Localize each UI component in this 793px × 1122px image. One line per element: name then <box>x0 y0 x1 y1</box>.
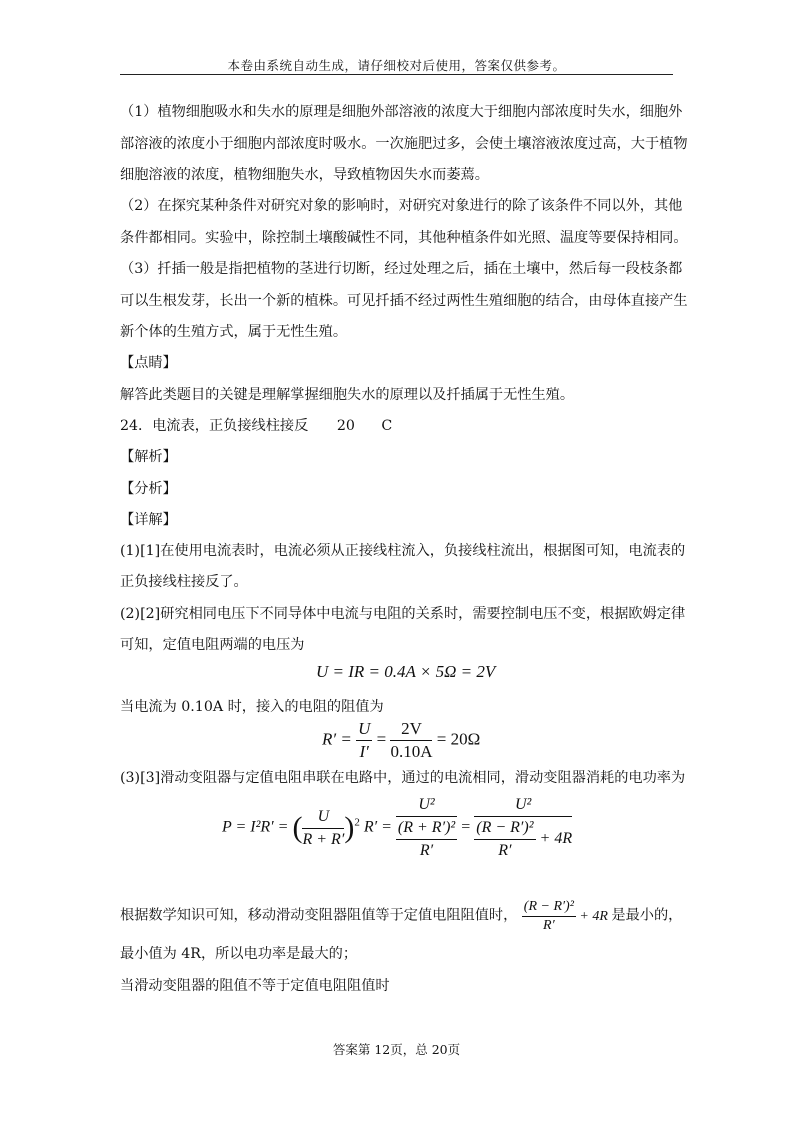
equation-voltage: U = IR = 0.4A × 5Ω = 2V <box>316 662 496 681</box>
inline-text-before: 根据数学知识可知，移动滑动变阻器阻值等于定值电阻阻值时， <box>120 907 518 924</box>
text-line: 当电流为 0.10A 时，接入的电阻的阻值为 <box>120 699 384 715</box>
eq3-f2-num: U² <box>396 794 457 817</box>
eq3-after: R′ = <box>363 818 392 836</box>
eq2-rhs: = 20Ω <box>436 729 481 749</box>
inline-fraction <box>522 898 576 935</box>
text-line: 正负接线柱接反了。 <box>120 574 248 590</box>
eq3-f2-den <box>396 817 457 862</box>
eq3-f2-den-num: (R + R′)² <box>396 817 457 840</box>
text-line: 当滑动变阻器的阻值不等于定值电阻阻值时 <box>120 978 390 994</box>
eq3-f3-plus: + 4R <box>539 830 573 848</box>
eq3-left-paren: ( <box>292 811 303 844</box>
page-header: 本卷由系统自动生成，请仔细校对后使用，答案仅供参考。 <box>227 58 566 73</box>
text-line: （1）植物细胞吸水和失水的原理是细胞外部溶液的浓度大于细胞内部浓度时失水，细胞外 <box>120 104 683 120</box>
text-line: 最小值为 4R，所以电功率是最大的； <box>120 946 358 962</box>
eq3-f3-inner-fraction <box>474 817 535 862</box>
inline-expression <box>522 899 612 933</box>
inline-frac-den: R′ <box>543 918 555 933</box>
section-heading: 【解析】 <box>120 449 177 465</box>
equation-resistance <box>322 718 480 763</box>
eq2-fraction-1 <box>356 718 372 763</box>
text-line: 可以生根发芽，长出一个新的植株。可见扦插不经过两性生殖细胞的结合，由母体直接产生 <box>120 293 688 309</box>
eq3-right-paren: ) <box>344 811 355 844</box>
inline-plus: + 4R <box>579 908 608 924</box>
eq3-f2-inner-fraction <box>396 817 457 862</box>
eq3-lhs: P = I²R′ = <box>222 818 289 836</box>
text-line: （3）扦插一般是指把植物的茎进行切断，经过处理之后，插在土壤中，然后每一段枝条都 <box>120 261 683 277</box>
eq2-f2-num: 2V <box>390 718 432 741</box>
eq3-equals: = <box>461 818 471 836</box>
text-line: 条件都相同。实验中，除控制土壤酸碱性不同，其他种植条件如光照、温度等要保持相同。 <box>120 230 688 246</box>
eq2-f1-num: U <box>356 718 372 741</box>
eq2-equals: = <box>376 729 387 749</box>
text-line: 解答此类题目的关键是理解掌握细胞失水的原理以及扦插属于无性生殖。 <box>120 387 575 403</box>
eq3-f3-den-num: (R − R′)² <box>474 817 535 840</box>
eq3-f3-num: U² <box>474 794 572 817</box>
equation-power <box>222 794 572 862</box>
eq2-fraction-2 <box>390 718 432 763</box>
header-rule <box>120 74 673 75</box>
eq3-fraction-2 <box>396 794 457 862</box>
eq3-f3-den-den: R′ <box>498 842 512 859</box>
eq3-square: 2 <box>354 816 360 829</box>
eq3-f3-den <box>474 817 572 862</box>
eq2-lhs: R′ = <box>322 729 352 749</box>
text-line: 细胞溶液的浓度，植物细胞失水，导致植物因失水而萎蔫。 <box>120 167 489 183</box>
text-line: 可知，定值电阻两端的电压为 <box>120 637 305 653</box>
text-line-inline-math <box>120 898 683 935</box>
text-line: 新个体的生殖方式，属于无性生殖。 <box>120 324 348 340</box>
eq3-f2-den-den: R′ <box>419 842 434 859</box>
text-line: (2)[2]研究相同电压下不同导体中电流与电阻的关系时，需要控制电压不变，根据欧姆定律 <box>120 606 686 622</box>
text-line: (3)[3]滑动变阻器与定值电阻串联在电路中，通过的电流相同，滑动变阻器消耗的电功率为 <box>120 770 686 786</box>
eq2-f2-den: 0.10A <box>390 742 433 761</box>
answer-part-3: C <box>381 418 393 434</box>
text-line: （2）在探究某种条件对研究对象的影响时，对研究对象进行的除了该条件不同以外，其他 <box>120 198 683 214</box>
answer-line <box>120 416 680 436</box>
section-heading: 【详解】 <box>120 512 177 528</box>
eq3-paren-den: R + R′ <box>302 830 345 848</box>
inline-text-after: 是最小的， <box>611 907 683 924</box>
section-heading: 【分析】 <box>120 481 177 497</box>
answer-part-1: 24．电流表，正负接线柱接反 <box>120 418 309 434</box>
text-line: (1)[1]在使用电流表时，电流必须从正接线柱流入，负接线柱流出，根据图可知，电流表的 <box>120 543 686 559</box>
eq3-paren-fraction <box>302 806 344 851</box>
page-footer: 答案第 12页，总 20页 <box>332 1042 461 1057</box>
inline-frac-num: (R − R′)² <box>522 898 576 917</box>
text-line: 部溶液的浓度小于细胞内部浓度时吸水。一次施肥过多，会使土壤溶液浓度过高，大于植物 <box>120 136 688 152</box>
eq2-f1-den: I′ <box>359 742 369 761</box>
answer-part-2: 20 <box>336 418 355 434</box>
section-heading: 【点睛】 <box>120 355 177 371</box>
eq3-fraction-3 <box>474 794 572 862</box>
eq3-paren-num: U <box>302 806 344 829</box>
